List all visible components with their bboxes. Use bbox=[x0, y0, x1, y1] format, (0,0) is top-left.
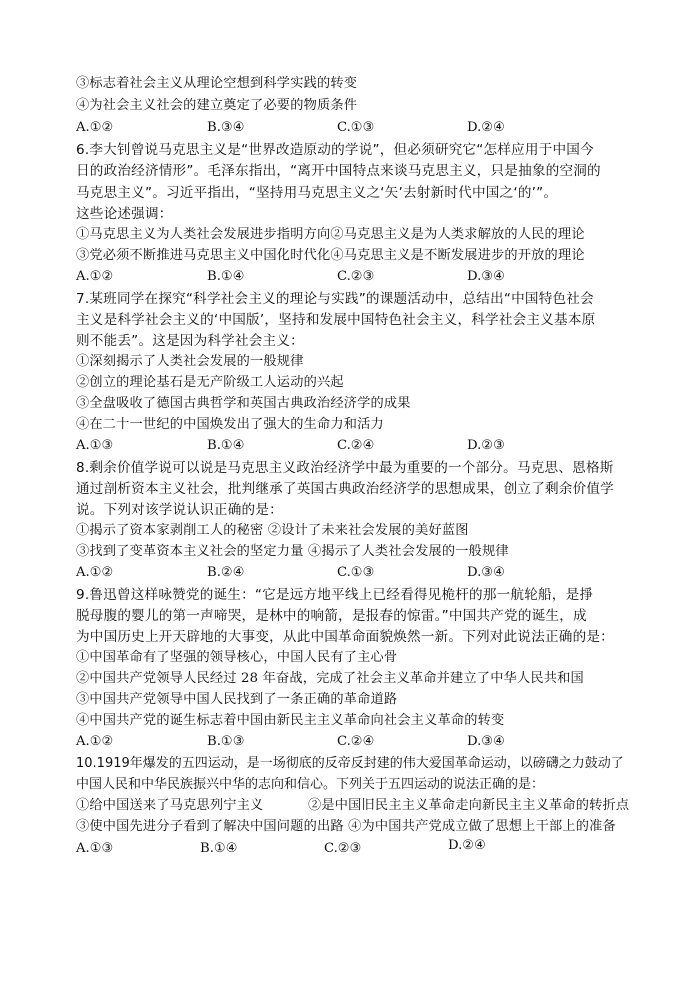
option-b: B.②④ bbox=[207, 565, 245, 580]
option-c: C.②④ bbox=[337, 438, 375, 453]
question-7-statement-4: ④在二十一世纪的中国焕发出了强大的生命力和活力 bbox=[76, 417, 384, 432]
option-c: C.②③ bbox=[337, 269, 375, 284]
option-c: C.①③ bbox=[337, 120, 375, 135]
option-c: C.②③ bbox=[324, 841, 362, 856]
option-b: B.③④ bbox=[207, 120, 245, 135]
question-8-stem-line: 通过剖析资本主义社会，批判继承了英国古典政治经济学的思想成果，创立了剩余价值学 bbox=[76, 481, 614, 497]
option-a: A.①③ bbox=[76, 841, 114, 856]
option-a: A.①② bbox=[76, 734, 114, 749]
prev-statement-4: ④为社会主义社会的建立奠定了必要的物质条件 bbox=[76, 98, 358, 113]
option-b: B.①④ bbox=[207, 269, 245, 284]
question-7-statement-1: ①深刻揭示了人类社会发展的一般规律 bbox=[76, 354, 304, 369]
question-9-options bbox=[76, 732, 636, 752]
question-6-options bbox=[76, 267, 636, 287]
option-d: D.②④ bbox=[467, 120, 505, 135]
option-a: A.①③ bbox=[76, 438, 114, 453]
question-10-statement-2: ②是中国旧民主主义革命走向新民主主义革命的转折点 bbox=[308, 798, 630, 813]
question-8-statements-34: ③找到了变革资本主义社会的坚定力量 ④揭示了人类社会发展的一般规律 bbox=[76, 544, 509, 559]
question-7-stem-line: 7.某班同学在探究“科学社会主义的理论与实践”的课题活动中，总结出“中国特色社会 bbox=[76, 291, 594, 307]
prev-options bbox=[76, 118, 636, 138]
question-10-options bbox=[76, 839, 636, 859]
option-c: C.①③ bbox=[337, 565, 375, 580]
question-9-statement-1: ①中国革命有了坚强的领导核心，中国人民有了主心骨 bbox=[76, 650, 398, 665]
prev-statement-3: ③标志着社会主义从理论空想到科学实践的转变 bbox=[76, 76, 358, 91]
option-d: D.②③ bbox=[467, 438, 505, 453]
question-9-statement-3: ③中国共产党领导中国人民找到了一条正确的革命道路 bbox=[76, 692, 398, 707]
question-6-stem-line: 马克思主义”。习近平指出，“坚持用马克思主义之‘矢’去射新时代中国之‘的’”。 bbox=[76, 185, 558, 201]
question-10-statements-34: ③使中国先进分子看到了解决中国问题的出路 ④为中国共产党成立做了思想上干部上的准备 bbox=[76, 819, 616, 834]
option-c: C.②④ bbox=[337, 734, 375, 749]
question-6-statements-12: ①马克思主义为人类社会发展进步指明方向②马克思主义是为人类求解放的人民的理论 bbox=[76, 227, 585, 242]
question-9-stem-line: 9.鲁迅曾这样咏赞党的诞生：“它是远方地平线上已经看得见桅杆的那一航轮船，是掙 bbox=[76, 587, 594, 603]
question-6-stem-line: 6.李大钊曾说马克思主义是“世界改造原动的学说”，但必须研究它“怎样应用于中国今 bbox=[76, 142, 594, 158]
question-6-stem-line: 这些论述强调： bbox=[76, 206, 173, 222]
question-8-stem-line: 8.剩余价值学说可以说是马克思主义政治经济学中最为重要的一个部分。马克思、恩格斯 bbox=[76, 460, 614, 476]
question-8-stem-line: 说。下列对该学说认识正确的是： bbox=[76, 502, 283, 518]
question-8-statements-12: ①揭示了资本家剥削工人的秘密 ②设计了未来社会发展的美好蓝图 bbox=[76, 523, 469, 538]
option-b: B.①④ bbox=[207, 438, 245, 453]
option-d: D.③④ bbox=[467, 269, 505, 284]
option-b: B.①④ bbox=[200, 841, 238, 856]
option-a: A.①② bbox=[76, 120, 114, 135]
question-8-options bbox=[76, 563, 636, 583]
question-7-statement-2: ②创立的理论基石是无产阶级工人运动的兴起 bbox=[76, 375, 344, 390]
option-a: A.①② bbox=[76, 565, 114, 580]
question-10-stem-line: 10.1919年爆发的五四运动，是一场彻底的反帝反封建的伟大爱国革命运动，以磅礴之力鼓动了 bbox=[76, 756, 624, 771]
option-b: B.①③ bbox=[207, 734, 245, 749]
question-10-stem-line: 中国人民和中华民族振兴中华的志向和信心。下列关于五四运动的说法正确的是： bbox=[76, 777, 545, 792]
question-7-statement-3: ③全盘吸收了德国古典哲学和英国古典政治经济学的成果 bbox=[76, 396, 411, 411]
question-7-options bbox=[76, 436, 636, 456]
option-d: D.③④ bbox=[467, 565, 505, 580]
question-6-stem-line: 日的政治经济情形”。毛泽东指出，“离开中国特点来谈马克思主义，只是抽象的空洞的 bbox=[76, 163, 601, 179]
question-10-statement-1: ①给中国送来了马克思列宁主义 bbox=[76, 798, 264, 813]
question-7-stem-line: 则不能丢”。这是因为科学社会主义： bbox=[76, 333, 304, 349]
question-9-stem-line: 脱母腹的婴儿的第一声啼哭，是林中的响箭，是报春的惊雷。”中国共产党的诞生，成 bbox=[76, 608, 587, 624]
question-7-stem-line: 主义是科学社会主义的‘中国版’，坚持和发展中国特色社会主义，科学社会主义基本原 bbox=[76, 312, 596, 328]
option-d: D.③④ bbox=[467, 734, 505, 749]
question-9-stem-line: 为中国历史上开天辟地的大事变，从此中国革命面貌焕然一新。下列对此说法正确的是： bbox=[76, 629, 614, 645]
option-d: D.②④ bbox=[448, 838, 486, 853]
question-6-statements-34: ③党必须不断推进马克思主义中国化时代化④马克思主义是不断发展进步的开放的理论 bbox=[76, 248, 585, 263]
question-9-statement-4: ④中国共产党的诞生标志着中国由新民主主义革命向社会主义革命的转变 bbox=[76, 713, 505, 728]
question-9-statement-2: ②中国共产党领导人民经过 28 年奋战，完成了社会主义革命并建立了中华人民共和国 bbox=[76, 671, 584, 686]
option-a: A.①② bbox=[76, 269, 114, 284]
